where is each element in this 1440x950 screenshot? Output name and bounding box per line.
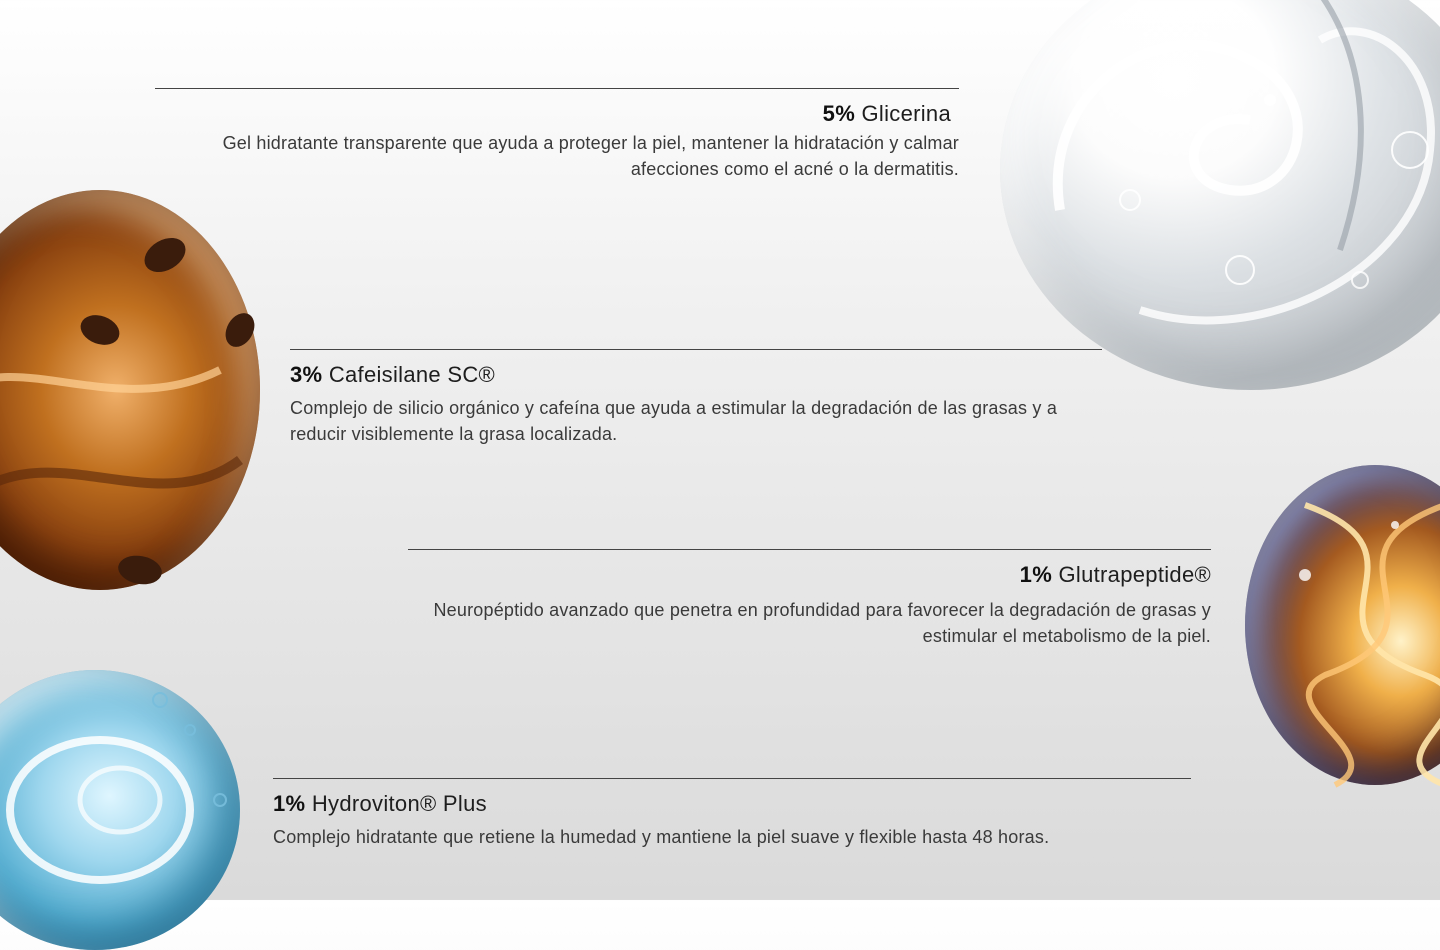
ingredient-name: Glutrapeptide® (1058, 562, 1211, 587)
ingredient-description: Complejo de silicio orgánico y cafeína que ayuda a estimular la degradación de las grasas y a reducir visiblemente la grasa localizada. (290, 398, 1058, 444)
divider-line (408, 549, 1211, 550)
ingredient-title (408, 562, 1211, 588)
ingredient-name: Hydroviton® Plus (311, 791, 487, 816)
gel-swirl-icon (1000, 0, 1440, 390)
ingredient-hydroviton (273, 778, 1191, 850)
ingredient-percent: 5% (822, 101, 856, 126)
ingredient-percent: 1% (273, 791, 306, 816)
water-swirl-icon (0, 670, 240, 950)
coffee-splash-sphere-image (0, 190, 260, 590)
divider-line (155, 88, 959, 89)
ingredient-title (273, 791, 1191, 817)
divider-line (273, 778, 1191, 779)
ingredient-name: Cafeisilane SC® (328, 362, 496, 387)
ingredient-description: Gel hidratante transparente que ayuda a proteger la piel, mantener la hidratación y calmar afecciones como el acné o la dermatitis. (222, 133, 959, 179)
ingredient-description: Neuropéptido avanzado que penetra en profundidad para favorecer la degradación de grasas y estimular el metabolismo de la piel. (433, 600, 1211, 646)
ingredient-percent: 1% (1019, 562, 1053, 587)
ingredient-glutrapeptide (408, 549, 1211, 649)
ingredient-description: Complejo hidratante que retiene la humedad y mantiene la piel suave y flexible hasta 48 horas. (273, 827, 1050, 847)
ingredient-title (155, 101, 959, 127)
ingredient-name: Glicerina (861, 101, 951, 126)
clear-gel-sphere-image (1000, 0, 1440, 390)
ingredient-percent: 3% (290, 362, 323, 387)
ingredient-cafeisilane (290, 349, 1102, 447)
ingredient-glicerina (155, 88, 959, 182)
blue-water-sphere-image (0, 670, 240, 950)
golden-dna-sphere-image (1245, 465, 1440, 785)
ingredient-title (290, 362, 1102, 388)
dna-helix-icon (1245, 465, 1440, 785)
divider-line (290, 349, 1102, 350)
coffee-beans-icon (0, 190, 260, 590)
